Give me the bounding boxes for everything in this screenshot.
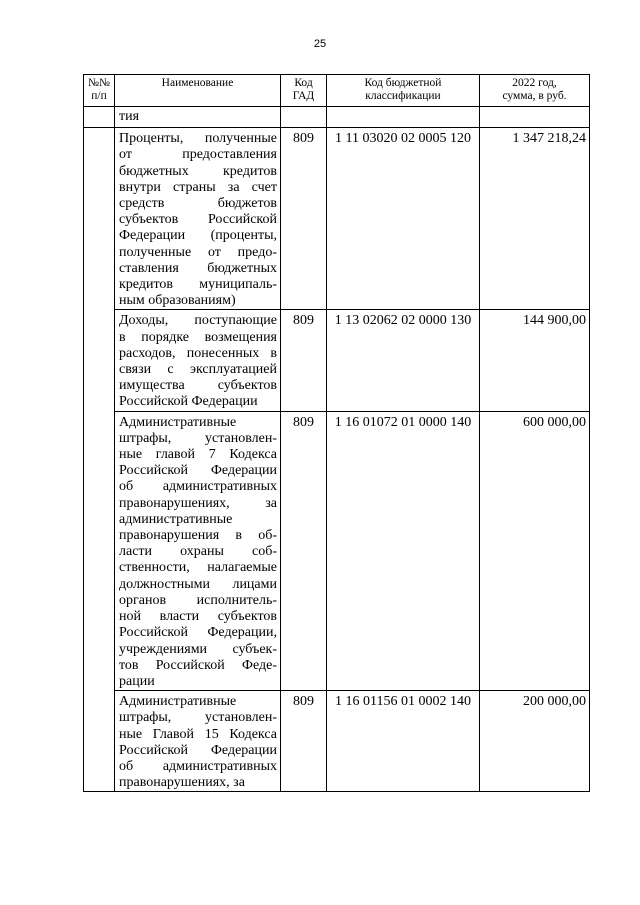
- name-line: ной власти субъектов: [119, 609, 277, 625]
- name-line: ные Главой 15 Кодекса: [119, 726, 277, 742]
- name-line: Российской Федерации,: [119, 625, 277, 641]
- name-line: органов исполнитель-: [119, 592, 277, 608]
- name-line: ставления бюджетных: [119, 260, 277, 276]
- header-sum: [480, 75, 590, 107]
- header-sum-line: 2022 год,: [512, 77, 557, 89]
- name-line: административные: [119, 511, 233, 527]
- name-line: расходов, понесенных в: [119, 345, 277, 361]
- cell-gad: 809: [281, 310, 327, 411]
- cell-kbk: 1 13 02062 02 0000 130: [327, 310, 480, 411]
- cell-sum: 200 000,00: [480, 691, 590, 792]
- name-line: имущества субъектов: [119, 378, 277, 394]
- name-line: Российской Федерации: [119, 742, 277, 758]
- name-line: правонарушениях, за: [119, 775, 245, 791]
- name-line: Административные: [119, 694, 237, 710]
- header-kbk-line: Код бюджетной: [364, 77, 442, 89]
- header-num: [84, 75, 115, 107]
- name-line: штрафы, установлен-: [119, 710, 277, 726]
- header-name: Наименование: [115, 75, 281, 107]
- name-line: кредитов муниципаль-: [119, 277, 277, 293]
- cell-gad: [281, 107, 327, 128]
- header-num-line: №№: [88, 77, 110, 89]
- table-row: [84, 128, 590, 310]
- name-line: об административных: [119, 479, 277, 495]
- name-line: в порядке возмещения: [119, 329, 277, 345]
- table-row-continuation: [84, 107, 590, 128]
- name-line: Российской Федерации: [119, 463, 277, 479]
- table-header-row: [84, 75, 590, 107]
- name-line: от предоставления: [119, 147, 277, 163]
- name-line: Доходы, поступающие: [119, 313, 277, 329]
- cell-kbk: 1 16 01072 01 0000 140: [327, 411, 480, 690]
- table-row: [84, 310, 590, 411]
- cell-name: [115, 128, 281, 310]
- cell-num: [84, 107, 115, 128]
- name-line: ные главой 7 Кодекса: [119, 447, 277, 463]
- name-line: субъектов Российской: [119, 212, 277, 228]
- header-gad-line: Код: [294, 77, 313, 89]
- cell-gad: 809: [281, 411, 327, 690]
- name-line: тов Российской Феде-: [119, 657, 277, 673]
- name-line: ласти охраны соб-: [119, 544, 277, 560]
- name-line: Административные: [119, 414, 237, 430]
- name-line: бюджетных кредитов: [119, 163, 277, 179]
- name-line: Федерации (проценты,: [119, 228, 277, 244]
- header-kbk-line: классификации: [365, 90, 441, 102]
- cell-sum: 600 000,00: [480, 411, 590, 690]
- header-kbk: [327, 75, 480, 107]
- cell-gad: 809: [281, 691, 327, 792]
- name-line: правонарушениях, за: [119, 495, 277, 511]
- name-line: должностными лицами: [119, 576, 277, 592]
- cell-sum: 1 347 218,24: [480, 128, 590, 310]
- name-line: внутри страны за счет: [119, 179, 277, 195]
- name-line: средств бюджетов: [119, 196, 277, 212]
- cell-name: [115, 411, 281, 690]
- name-line: штрафы, установлен-: [119, 430, 277, 446]
- cell-kbk: 1 11 03020 02 0005 120: [327, 128, 480, 310]
- cell-sum: [480, 107, 590, 128]
- name-line: рации: [119, 673, 155, 689]
- header-sum-line: сумма, в руб.: [502, 90, 567, 102]
- header-gad: [281, 75, 327, 107]
- cell-name: тия: [115, 107, 281, 128]
- cell-sum: 144 900,00: [480, 310, 590, 411]
- name-line: Российской Федерации: [119, 394, 258, 410]
- cell-kbk: [327, 107, 480, 128]
- header-num-line: п/п: [91, 90, 107, 102]
- table-row: [84, 691, 590, 792]
- name-line: ственности, налагаемые: [119, 560, 277, 576]
- name-line: полученные от предо-: [119, 244, 277, 260]
- name-line: Проценты, полученные: [119, 131, 277, 147]
- name-line: ным образованиям): [119, 293, 236, 309]
- cell-name: [115, 691, 281, 792]
- name-line: об административных: [119, 758, 277, 774]
- cell-num: [84, 128, 115, 792]
- cell-gad: 809: [281, 128, 327, 310]
- table-row: [84, 411, 590, 690]
- name-line: учреждениями субъек-: [119, 641, 277, 657]
- header-gad-line: ГАД: [292, 90, 315, 102]
- name-line: правонарушения в об-: [119, 528, 277, 544]
- budget-revenue-table: [83, 74, 590, 792]
- name-line: связи с эксплуатацией: [119, 362, 277, 378]
- cell-kbk: 1 16 01156 01 0002 140: [327, 691, 480, 792]
- page-number: 25: [313, 38, 327, 50]
- cell-name: [115, 310, 281, 411]
